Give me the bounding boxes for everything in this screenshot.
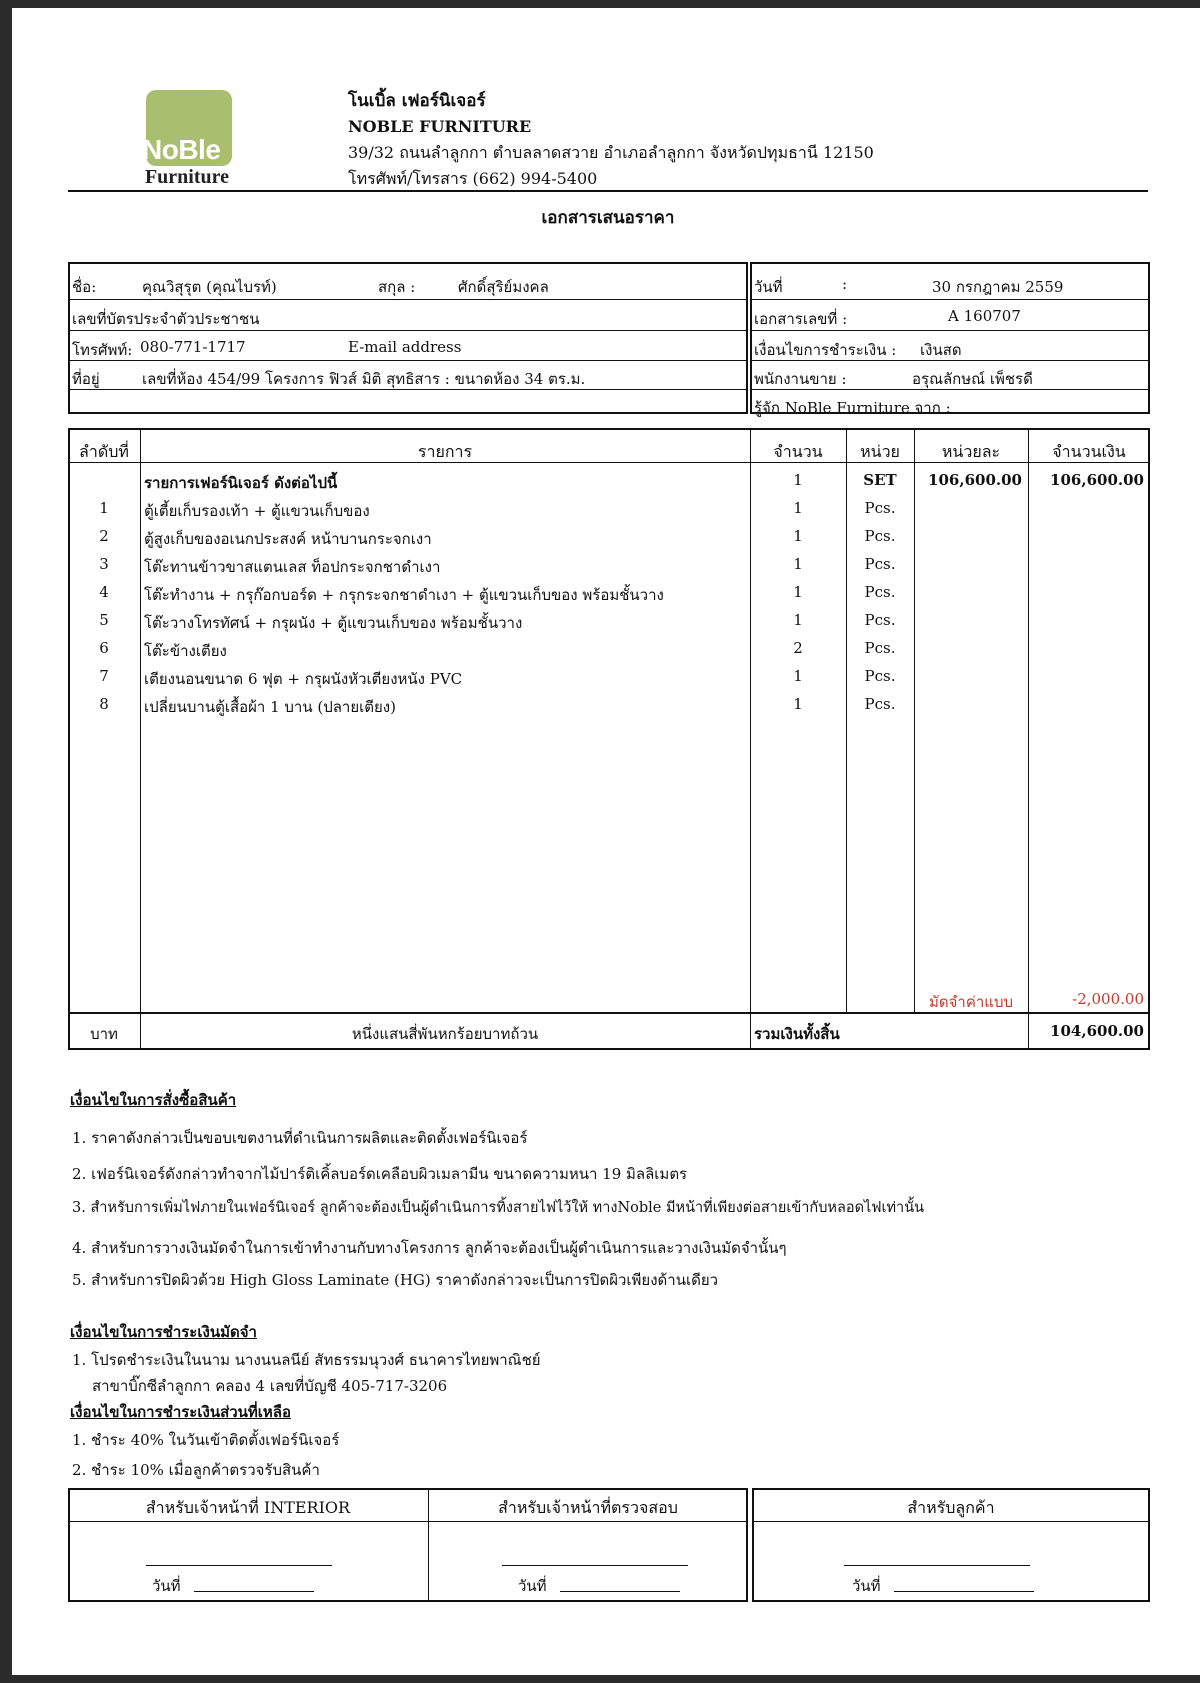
item-qty: 1 (793, 611, 803, 629)
order-condition-item: 2. เฟอร์นิเจอร์ดังกล่าวทำจากไม้ปาร์ติเคิ้ลบอร์ดเคลือบผิวเมลามีน ขนาดความหนา 19 มิลลิเมตร (72, 1165, 688, 1183)
inspector-label: สำหรับเจ้าหน้าที่ตรวจสอบ (498, 1498, 678, 1517)
item-unit: Pcs. (864, 499, 896, 517)
item-unit: Pcs. (864, 695, 896, 713)
item-desc: ตู้สูงเก็บของอเนกประสงค์ หน้าบานกระจกเงา (144, 530, 432, 548)
interior-sign-line (146, 1565, 332, 1566)
item-unit: Pcs. (864, 555, 896, 573)
item-qty: 1 (793, 499, 803, 517)
item-unit: Pcs. (864, 527, 896, 545)
item-desc: เปลี่ยนบานตู้เสื้อผ้า 1 บาน (ปลายเตียง) (144, 698, 396, 716)
order-condition-item: 1. ราคาดังกล่าวเป็นขอบเขตงานที่ดำเนินการผลิตและติดตั้งเฟอร์นิเจอร์ (72, 1129, 528, 1147)
deposit-amount: -2,000.00 (1072, 990, 1144, 1008)
order-condition-item: 4. สำหรับการวางเงินมัดจำในการเข้าทำงานกับทางโครงการ ลูกค้าจะต้องเป็นผู้ดำเนินการและวางเงินมัดจำนั้นๆ (72, 1239, 787, 1257)
customer-date-label: วันที่ (852, 1577, 881, 1595)
item-no: 4 (99, 583, 109, 601)
deposit-condition-line: สาขาบิ๊กซีลำลูกกา คลอง 4 เลขที่บัญชี 405-717-3206 (92, 1377, 448, 1395)
header-desc: รายการ (417, 442, 473, 461)
item-desc: โต๊ะวางโทรทัศน์ + กรุผนัง + ตู้แขวนเก็บของ พร้อมชั้นวาง (144, 614, 523, 632)
item-unit: Pcs. (864, 639, 896, 657)
item-no: 8 (99, 695, 109, 713)
source-label: รู้จัก NoBle Furniture จาก : (754, 399, 951, 417)
item-no: 7 (99, 667, 109, 685)
balance-condition-item: 1. ชำระ 40% ในวันเข้าติดตั้งเฟอร์นิเจอร์ (72, 1431, 340, 1449)
item-no: 3 (99, 555, 109, 573)
summary-qty: 1 (793, 471, 803, 489)
summary-amount: 106,600.00 (1050, 471, 1144, 489)
baht-label: บาท (90, 1025, 118, 1043)
document-title: เอกสารเสนอราคา (541, 208, 675, 228)
doc-date: 30 กรกฎาคม 2559 (932, 278, 1064, 296)
header-price: หน่วยละ (941, 442, 1001, 461)
company-phone: โทรศัพท์/โทรสาร (662) 994-5400 (348, 169, 598, 188)
item-unit: Pcs. (864, 611, 896, 629)
item-no: 5 (99, 611, 109, 629)
sales-person: อรุณลักษณ์ เพ็ชรดี (912, 370, 1033, 388)
customer-sign-label: สำหรับลูกค้า (907, 1498, 995, 1517)
item-desc: ตู้เตี้ยเก็บรองเท้า + ตู้แขวนเก็บของ (144, 502, 370, 520)
header-qty: จำนวน (773, 442, 823, 461)
date-label: วันที่ (754, 278, 783, 296)
docno-label: เอกสารเลขที่ : (754, 310, 848, 328)
customer-address: เลขที่ห้อง 454/99 โครงการ ฟิวส์ มิติ สุทธิสาร : ขนาดห้อง 34 ตร.ม. (142, 370, 586, 388)
item-qty: 1 (793, 555, 803, 573)
item-unit: Pcs. (864, 667, 896, 685)
payment-label: เงื่อนไขการชำระเงิน : (754, 341, 897, 359)
item-desc: โต๊ะทำงาน + กรุก๊อกบอร์ด + กรุกระจกชาดำเงา + ตู้แขวนเก็บของ พร้อมชั้นวาง (144, 586, 664, 604)
sales-label: พนักงานขาย : (754, 370, 847, 388)
item-no: 6 (99, 639, 109, 657)
item-desc: เตียงนอนขนาด 6 ฟุต + กรุผนังหัวเตียงหนัง PVC (144, 670, 463, 688)
item-qty: 2 (793, 639, 803, 657)
summary-desc: รายการเฟอร์นิเจอร์ ดังต่อไปนี้ (144, 474, 338, 492)
header-divider (68, 190, 1148, 192)
total-amount: 104,600.00 (1050, 1022, 1144, 1040)
company-name-th: โนเบิ้ล เฟอร์นิเจอร์ (348, 91, 486, 111)
item-desc: โต๊ะข้างเตียง (144, 642, 227, 660)
interior-date-label: วันที่ (152, 1577, 181, 1595)
balance-conditions-title: เงื่อนไขในการชำระเงินส่วนที่เหลือ (70, 1403, 292, 1421)
item-desc: โต๊ะทานข้าวขาสแตนเลส ท็อปกระจกชาดำเงา (144, 558, 441, 576)
header-no: ลำดับที่ (79, 442, 129, 461)
customer-phone: 080-771-1717 (140, 338, 246, 356)
id-label: เลขที่บัตรประจำตัวประชาชน (72, 310, 260, 328)
item-unit: Pcs. (864, 583, 896, 601)
deposit-conditions-title: เงื่อนไขในการชำระเงินมัดจำ (70, 1323, 257, 1341)
total-label: รวมเงินทั้งสิ้น (754, 1025, 840, 1043)
doc-number: A 160707 (948, 307, 1021, 325)
item-qty: 1 (793, 527, 803, 545)
deposit-label: มัดจำค่าแบบ (928, 993, 1013, 1011)
item-no: 1 (99, 499, 109, 517)
logo-word: NoBle (142, 134, 221, 165)
payment-term: เงินสด (920, 341, 962, 359)
customer-surname: ศักดิ์สุริย์มงคล (458, 278, 549, 296)
surname-label: สกุล : (378, 278, 416, 296)
date-colon: : (842, 275, 848, 293)
item-qty: 1 (793, 583, 803, 601)
deposit-condition-line: 1. โปรดชำระเงินในนาม นางนนลนีย์ สัทธรรมนุวงศ์ ธนาคารไทยพาณิชย์ (72, 1351, 541, 1369)
customer-name: คุณวิสุรุต (คุณไบรท์) (142, 278, 277, 296)
customer-sign-line (844, 1565, 1030, 1566)
order-condition-item: 5. สำหรับการปิดผิวด้วย High Gloss Laminate (HG) ราคาดังกล่าวจะเป็นการปิดผิวเพียงด้านเดียว (72, 1271, 719, 1289)
interior-staff-label: สำหรับเจ้าหน้าที่ INTERIOR (145, 1498, 351, 1517)
item-qty: 1 (793, 667, 803, 685)
logo-sub: Furniture (144, 166, 230, 188)
amount-in-words: หนึ่งแสนสี่พันหกร้อยบาทถ้วน (351, 1025, 539, 1043)
company-name-en: NOBLE FURNITURE (348, 117, 532, 136)
balance-condition-item: 2. ชำระ 10% เมื่อลูกค้าตรวจรับสินค้า (72, 1461, 320, 1479)
company-info (348, 88, 874, 192)
inspector-sign-line (502, 1565, 688, 1566)
name-label: ชื่อ: (72, 278, 97, 296)
item-qty: 1 (793, 695, 803, 713)
summary-price: 106,600.00 (928, 471, 1022, 489)
summary-unit: SET (863, 471, 897, 489)
address-label: ที่อยู่ (72, 370, 100, 388)
item-no: 2 (99, 527, 109, 545)
order-conditions-title: เงื่อนไขในการสั่งซื้อสินค้า (70, 1091, 237, 1109)
email-label: E-mail address (348, 338, 462, 356)
header-unit: หน่วย (860, 442, 900, 461)
order-condition-item: 3. สำหรับการเพิ่มไฟภายในเฟอร์นิเจอร์ ลูกค้าจะต้องเป็นผู้ดำเนินการทิ้งสายไฟไว้ให้ ทางNoble มีหน้าที่เพียงต่อสายเข้ากับหลอดไฟเท่านั้น (72, 1200, 925, 1216)
phone-label: โทรศัพท์: (72, 341, 133, 359)
company-address: 39/32 ถนนลำลูกกา ตำบลลาดสวาย อำเภอลำลูกกา จังหวัดปทุมธานี 12150 (348, 143, 874, 162)
company-logo (132, 90, 242, 190)
quotation-page (12, 8, 1200, 1675)
inspector-date-label: วันที่ (518, 1577, 547, 1595)
header-amount: จำนวนเงิน (1052, 442, 1126, 461)
